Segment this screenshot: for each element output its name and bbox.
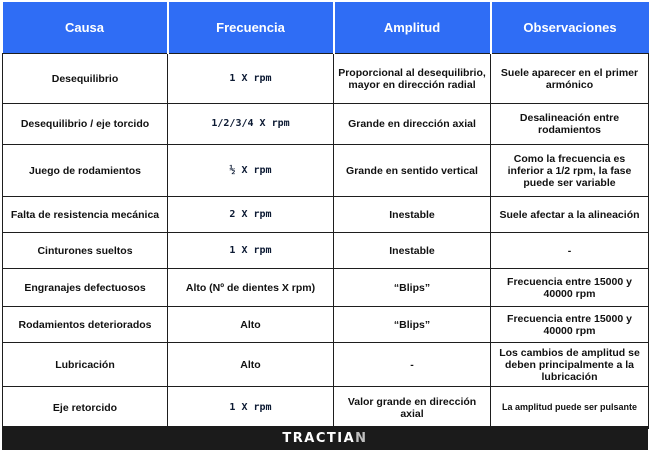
- cell-frecuencia: Alto: [168, 343, 334, 387]
- cell-observaciones: Frecuencia entre 15000 y 40000 rpm: [491, 269, 649, 307]
- cell-frecuencia: 1/2/3/4 X rpm: [168, 104, 334, 145]
- vibration-causes-table: [2, 2, 649, 429]
- cell-observaciones: -: [491, 233, 649, 269]
- cell-causa: Cinturones sueltos: [3, 233, 168, 269]
- cell-amplitud: Grande en dirección axial: [334, 104, 491, 145]
- cell-observaciones: La amplitud puede ser pulsante: [491, 387, 649, 429]
- table-row: [3, 104, 649, 145]
- table-row: [3, 269, 649, 307]
- cell-amplitud: Inestable: [334, 233, 491, 269]
- cell-causa: Rodamientos deteriorados: [3, 307, 168, 343]
- table-row: [3, 54, 649, 104]
- cell-observaciones: Como la frecuencia es inferior a 1/2 rpm, la fase puede ser variable: [491, 145, 649, 197]
- cell-frecuencia: Alto: [168, 307, 334, 343]
- table-row: [3, 233, 649, 269]
- cell-amplitud: -: [334, 343, 491, 387]
- cell-observaciones: Suele aparecer en el primer armónico: [491, 54, 649, 104]
- logo-text: TRACTIA: [282, 430, 356, 446]
- cell-frecuencia: 1 X rpm: [168, 387, 334, 429]
- cell-observaciones: Frecuencia entre 15000 y 40000 rpm: [491, 307, 649, 343]
- tractian-logo: [282, 431, 367, 446]
- cell-causa: Falta de resistencia mecánica: [3, 197, 168, 233]
- cell-frecuencia: 1 X rpm: [168, 54, 334, 104]
- table-row: [3, 145, 649, 197]
- cell-observaciones: Suele afectar a la alineación: [491, 197, 649, 233]
- cell-observaciones: Desalineación entre rodamientos: [491, 104, 649, 145]
- cell-amplitud: Proporcional al desequilibrio, mayor en dirección radial: [334, 54, 491, 104]
- cell-causa: Lubricación: [3, 343, 168, 387]
- cell-causa: Desequilibrio: [3, 54, 168, 104]
- cell-causa: Juego de rodamientos: [3, 145, 168, 197]
- cell-frecuencia: Alto (Nº de dientes X rpm): [168, 269, 334, 307]
- cell-observaciones: Los cambios de amplitud se deben principalmente a la lubricación: [491, 343, 649, 387]
- cell-amplitud: Inestable: [334, 197, 491, 233]
- table-row: [3, 197, 649, 233]
- cell-amplitud: “Blips”: [334, 307, 491, 343]
- table-row: [3, 343, 649, 387]
- header-frecuencia: Frecuencia: [168, 2, 334, 54]
- table-row: [3, 307, 649, 343]
- table-header-row: [3, 2, 649, 54]
- cell-amplitud: Grande en sentido vertical: [334, 145, 491, 197]
- cell-frecuencia: ½ X rpm: [168, 145, 334, 197]
- header-causa: Causa: [3, 2, 168, 54]
- header-observaciones: Observaciones: [491, 2, 649, 54]
- table-row: [3, 387, 649, 429]
- vibration-causes-table-container: [2, 2, 648, 429]
- cell-frecuencia: 1 X rpm: [168, 233, 334, 269]
- header-amplitud: Amplitud: [334, 2, 491, 54]
- cell-amplitud: Valor grande en dirección axial: [334, 387, 491, 429]
- cell-frecuencia: 2 X rpm: [168, 197, 334, 233]
- cell-amplitud: “Blips”: [334, 269, 491, 307]
- cell-causa: Engranajes defectuosos: [3, 269, 168, 307]
- cell-causa: Desequilibrio / eje torcido: [3, 104, 168, 145]
- logo-text-accent: N: [355, 430, 368, 446]
- footer-bar: [2, 426, 648, 450]
- cell-causa: Eje retorcido: [3, 387, 168, 429]
